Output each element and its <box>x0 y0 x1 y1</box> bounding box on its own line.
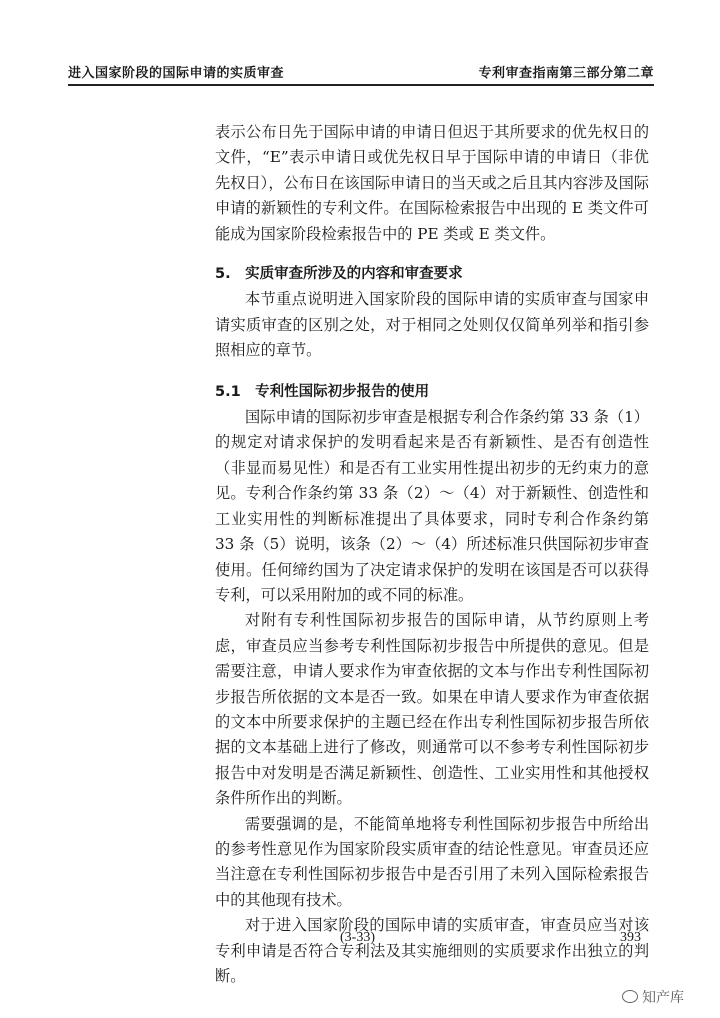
running-header <box>68 56 654 86</box>
header-chapter-title: 进入国家阶段的国际申请的实质审查 <box>68 66 285 81</box>
watermark <box>622 987 684 1007</box>
section-heading-5-1: 5.1 专利性国际初步报告的使用 <box>215 383 430 400</box>
paragraph-section-5: 本节重点说明进入国家阶段的国际申请的实质审查与国家申请实质审查的区别之处，对于相同之处则仅仅简单列举和指引参照相应的章节。 <box>215 290 649 360</box>
paragraph-continued: 表示公布日先于国际申请的申请日但迟于其所要求的优先权日的文件，“E”表示申请日或优先权日早于国际申请的申请日（非优先权日），公布日在该国际申请日的当天或之后且其内容涉及国际申请的新颖性的专利文件。在国际检索报告中出现的 E 类文件可能成为国家阶段检索报告中的 PE 类或 E 类文件。 <box>215 123 649 243</box>
wechat-icon <box>622 990 638 1003</box>
header-guide-title: 专利审查指南第三部分第二章 <box>478 66 654 81</box>
section-page-label: (3-33) <box>340 930 375 945</box>
page-number: 393 <box>620 930 641 945</box>
section-heading-5: 5. 实质审查所涉及的内容和审查要求 <box>215 266 463 283</box>
page-body <box>215 120 649 989</box>
paragraph-5-1-b: 对附有专利性国际初步报告的国际申请，从节约原则上考虑，审查员应当参考专利性国际初步报告中所提供的意见。但是需要注意，申请人要求作为审查依据的文本与作出专利性国际初步报告所依据的文本是否一致。如果在申请人要求作为审查依据的文本中所要求保护的主题已经在作出专利性国际初步报告所依据的文本基础上进行了修改，则通常可以不参考专利性国际初步报告中对发明是否满足新颖性、创造性、工业实用性和其他授权条件所作出的判断。 <box>215 611 649 808</box>
paragraph-5-1-d: 对于进入国家阶段的国际申请的实质审查，审查员应当对该专利申请是否符合专利法及其实施细则的实质要求作出独立的判断。 <box>215 916 649 985</box>
paragraph-5-1-c: 需要强调的是，不能简单地将专利性国际初步报告中所给出的参考性意见作为国家阶段实质审查的结论性意见。审查员还应当注意在专利性国际初步报告中是否引用了未列入国际检索报告中的其他现有技术。 <box>215 814 649 909</box>
paragraph-5-1-a: 国际申请的国际初步审查是根据专利合作条约第 33 条（1）的规定对请求保护的发明看起来是否有新颖性、是否有创造性（非显而易见性）和是否有工业实用性提出初步的无约束力的意见。专利合作条约第 33 条（2）～（4）对于新颖性、创造性和工业实用性的判断标准提出了具体要求，同时专利合作条约第 33 条（5）说明，该条（2）～（4）所述标准只供国际初步审查使用。任何缔约国为了决定请求保护的发明在该国是否可以获得专利，可以采用附加的或不同的标准。 <box>215 408 649 604</box>
watermark-text: 知产库 <box>642 990 684 1006</box>
